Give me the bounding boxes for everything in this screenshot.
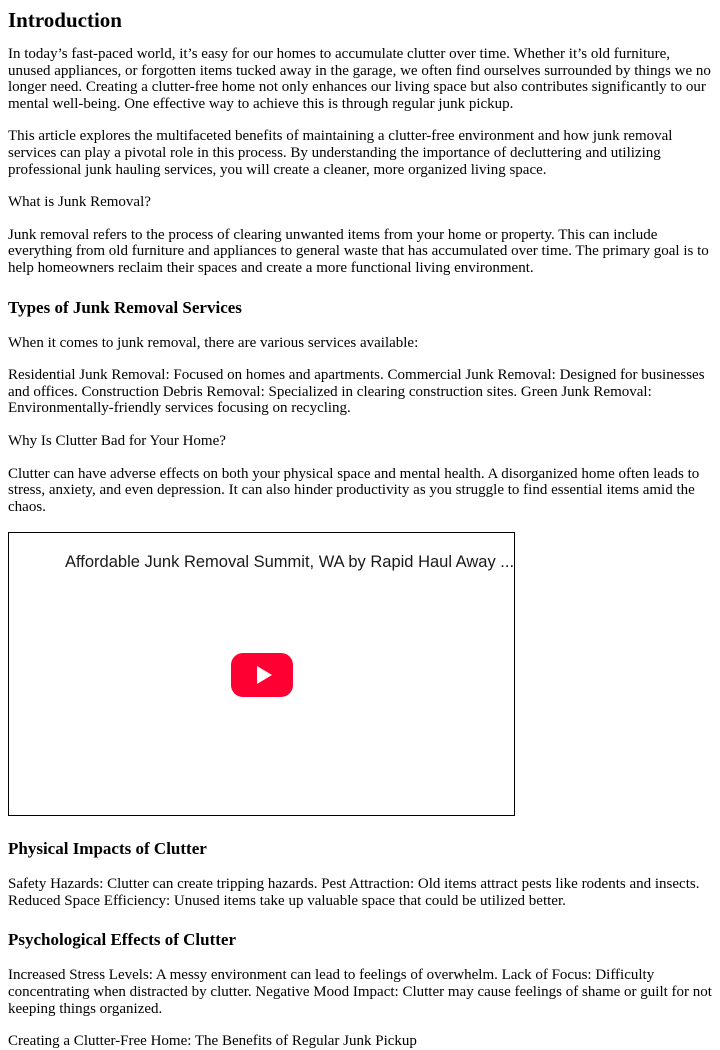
page-title: Introduction	[8, 8, 122, 32]
psychological-effects-paragraph: Increased Stress Levels: A messy environment can lead to feelings of overwhelm. Lack of Focus: Difficulty concentrating when distracted by clutter. Negative Mood Impact: Clutter may cause feelings of shame or guilt for not keeping things organized.	[8, 967, 712, 1017]
what-is-junk-removal-label: What is Junk Removal?	[8, 194, 151, 211]
video-title[interactable]: Affordable Junk Removal Summit, WA by Rapid Haul Away ...	[65, 553, 515, 572]
types-heading: Types of Junk Removal Services	[8, 297, 242, 317]
creating-clutter-free-label: Creating a Clutter-Free Home: The Benefits of Regular Junk Pickup	[8, 1033, 417, 1050]
types-intro: When it comes to junk removal, there are various services available:	[8, 334, 419, 351]
article	[0, 6, 720, 1050]
intro-paragraph-2: This article explores the multifaceted benefits of maintaining a clutter-free environment and how junk removal services can play a pivotal role in this process. By understanding the importance of decluttering and utilizing professional junk hauling services, you will create a cleaner, more organized living space.	[8, 128, 673, 178]
play-button[interactable]	[231, 653, 293, 697]
why-clutter-bad-paragraph: Clutter can have adverse effects on both your physical space and mental health. A disorganized home often leads to stress, anxiety, and even depression. It can also hinder productivity as you struggle to find essential items amid the chaos.	[8, 465, 700, 515]
why-clutter-bad-label: Why Is Clutter Bad for Your Home?	[8, 432, 226, 449]
physical-impacts-heading: Physical Impacts of Clutter	[8, 839, 207, 859]
physical-impacts-paragraph: Safety Hazards: Clutter can create tripping hazards. Pest Attraction: Old items attract pests like rodents and insects. Reduced Space Efficiency: Unused items take up valuable space that could be utilized better.	[8, 876, 700, 909]
intro-paragraph-1: In today’s fast-paced world, it’s easy for our homes to accumulate clutter over time. Whether it’s old furniture, unused appliances, or forgotten items tucked away in the garage, we often find ourselves surrounded by things we no longer need. Creating a clutter-free home not only enhances our living space but also contributes significantly to our mental well-being. One effective way to achieve this is through regular junk pickup.	[8, 46, 711, 112]
video-embed[interactable]	[8, 532, 515, 816]
play-icon	[257, 666, 272, 684]
what-is-junk-removal-paragraph: Junk removal refers to the process of clearing unwanted items from your home or property. This can include everything from old furniture and appliances to general waste that has accumulated over time. The primary goal is to help homeowners reclaim their spaces and create a more functional living environment.	[8, 226, 709, 276]
psychological-effects-heading: Psychological Effects of Clutter	[8, 930, 237, 950]
types-list: Residential Junk Removal: Focused on homes and apartments. Commercial Junk Removal: Designed for businesses and offices. Construction Debris Removal: Specialized in clearing construction sites. Green Junk Removal: Environmentally-friendly services focusing on recycling.	[8, 367, 705, 417]
